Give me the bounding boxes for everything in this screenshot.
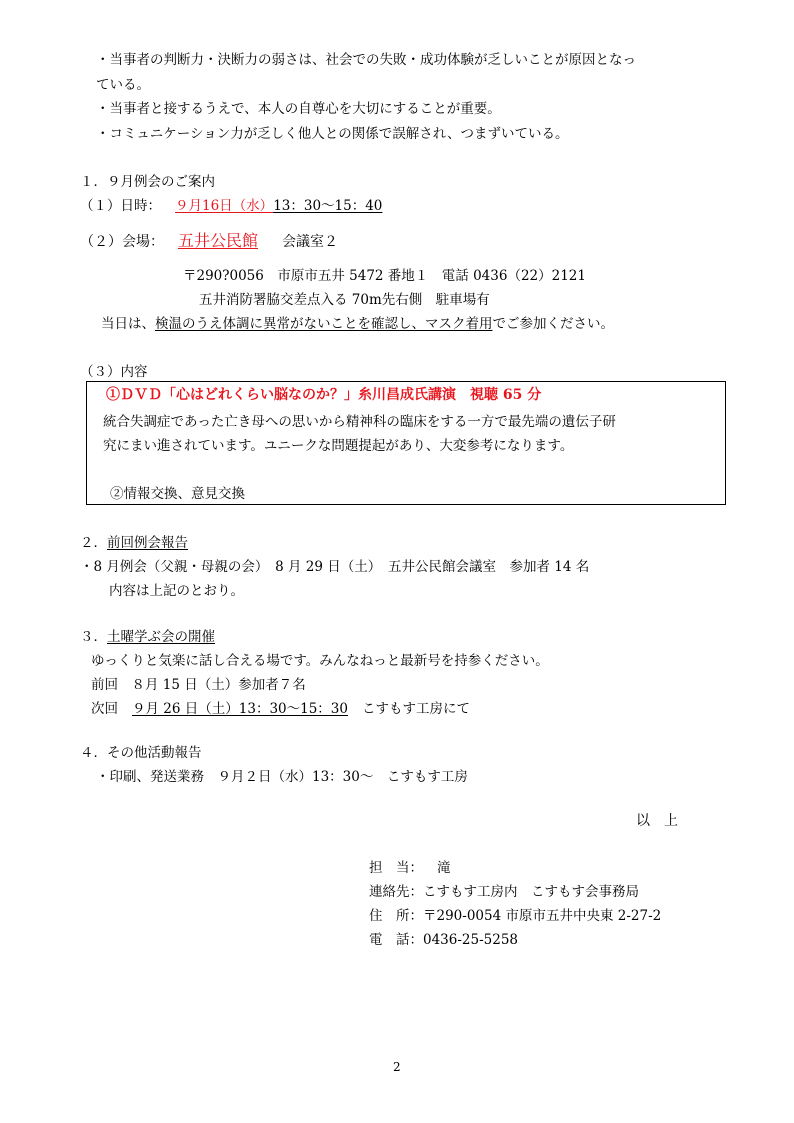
person-name: 滝 [437,860,451,876]
study-meeting-next [91,699,470,719]
contents-item-1-title: ①ＤＶＤ「心はどれくらい脳なのか？」糸川昌成氏講演 視聴 65 分 [106,387,542,403]
next-datetime: ９月 26 日（土）13：30～15：30 [132,701,348,717]
section-1-heading: １．９月例会のご案内 [80,174,215,190]
venue-label: （２）会場： [80,234,164,250]
contact-address [369,906,661,926]
section-3-number: ３． [80,629,107,645]
section-3-heading [80,627,215,647]
attendance-notice [101,314,614,334]
section-2-title: 前回例会報告 [107,535,188,551]
section-4-heading: ４．その他活動報告 [80,745,202,761]
date-value: ９月16日（水） [175,198,274,214]
contact-phone [369,930,518,950]
intro-bullet-1-line-1: ・当事者の判断力・決断力の弱さは、社会での失敗・成功体験が乏しいことが原因となっ [96,52,636,68]
venue-address: 〒290?0056 市原市五井 5472 番地１ 電話 0436（22）2121 [183,268,586,284]
intro-bullet-3: ・コミュニケーション力が乏しく他人との関係で誤解され、つまずいている。 [96,126,569,142]
notice-suffix: でご参加ください。 [492,316,614,332]
notice-underlined: 検温のうえ体調に異常がないことを確認し、マスク着用 [155,316,493,332]
study-meeting-previous: 前回 ８月 15 日（土）参加者７名 [91,677,306,693]
address-label: 住 所： [369,908,423,924]
org-name: こすもす工房内 こすもす会事務局 [423,884,639,900]
section-2-heading [80,533,188,553]
page-number: 2 [393,1060,401,1074]
study-meeting-description: ゆっくりと気楽に話し合える場です。みんなねっと最新号を持参ください。 [91,653,549,669]
notice-prefix: 当日は、 [101,316,155,332]
contents-label: （３）内容 [80,364,148,380]
person-label: 担 当： [369,860,423,876]
venue-directions: 五井消防署脇交差点入る 70m先右側 駐車場有 [199,292,490,308]
contents-item-2: ②情報交換、意見交換 [110,486,245,502]
section-2-number: ２． [80,535,107,551]
date-time: 13：30～15：40 [273,198,383,214]
contents-item-1-desc-line-2: 究にまい進されています。ユニークな問題提起があり、大変参考になります。 [103,438,574,454]
contents-item-1-desc-line-1: 統合失調症であった亡き母への思いから精神科の臨床をする一方で最先端の遺伝子研 [103,414,616,430]
closing-mark: 以 上 [636,813,678,829]
contact-person [369,858,451,878]
other-activity-line: ・印刷、発送業務 ９月２日（水）13：30～ こすもす工房 [96,769,468,785]
next-label: 次回 [91,701,118,717]
org-label: 連絡先： [369,884,423,900]
contact-organization [369,882,639,902]
next-place: こすもす工房にて [361,701,470,717]
meeting-venue-row [80,231,338,252]
previous-meeting-line: ・8 月例会（父親・母親の会） 8 月 29 日（土） 五井公民館会議室 参加者 14 名 [80,559,590,575]
previous-meeting-note: 内容は上記のとおり。 [109,583,244,599]
intro-bullet-2: ・当事者と接するうえで、本人の自尊心を大切にすることが重要。 [96,101,501,117]
date-label: （１）日時： [80,198,161,214]
meeting-date-row [80,196,382,216]
venue-room: 会議室２ [282,234,339,250]
intro-bullet-1-line-2: ている。 [96,77,150,93]
address-value: 〒290-0054 市原市五井中央東 2-27-2 [423,908,662,924]
venue-name: 五井公民館 [178,231,259,250]
section-3-title: 土曜学ぶ会の開催 [107,629,215,645]
phone-value: 0436-25-5258 [423,932,519,948]
phone-label: 電 話： [369,932,423,948]
